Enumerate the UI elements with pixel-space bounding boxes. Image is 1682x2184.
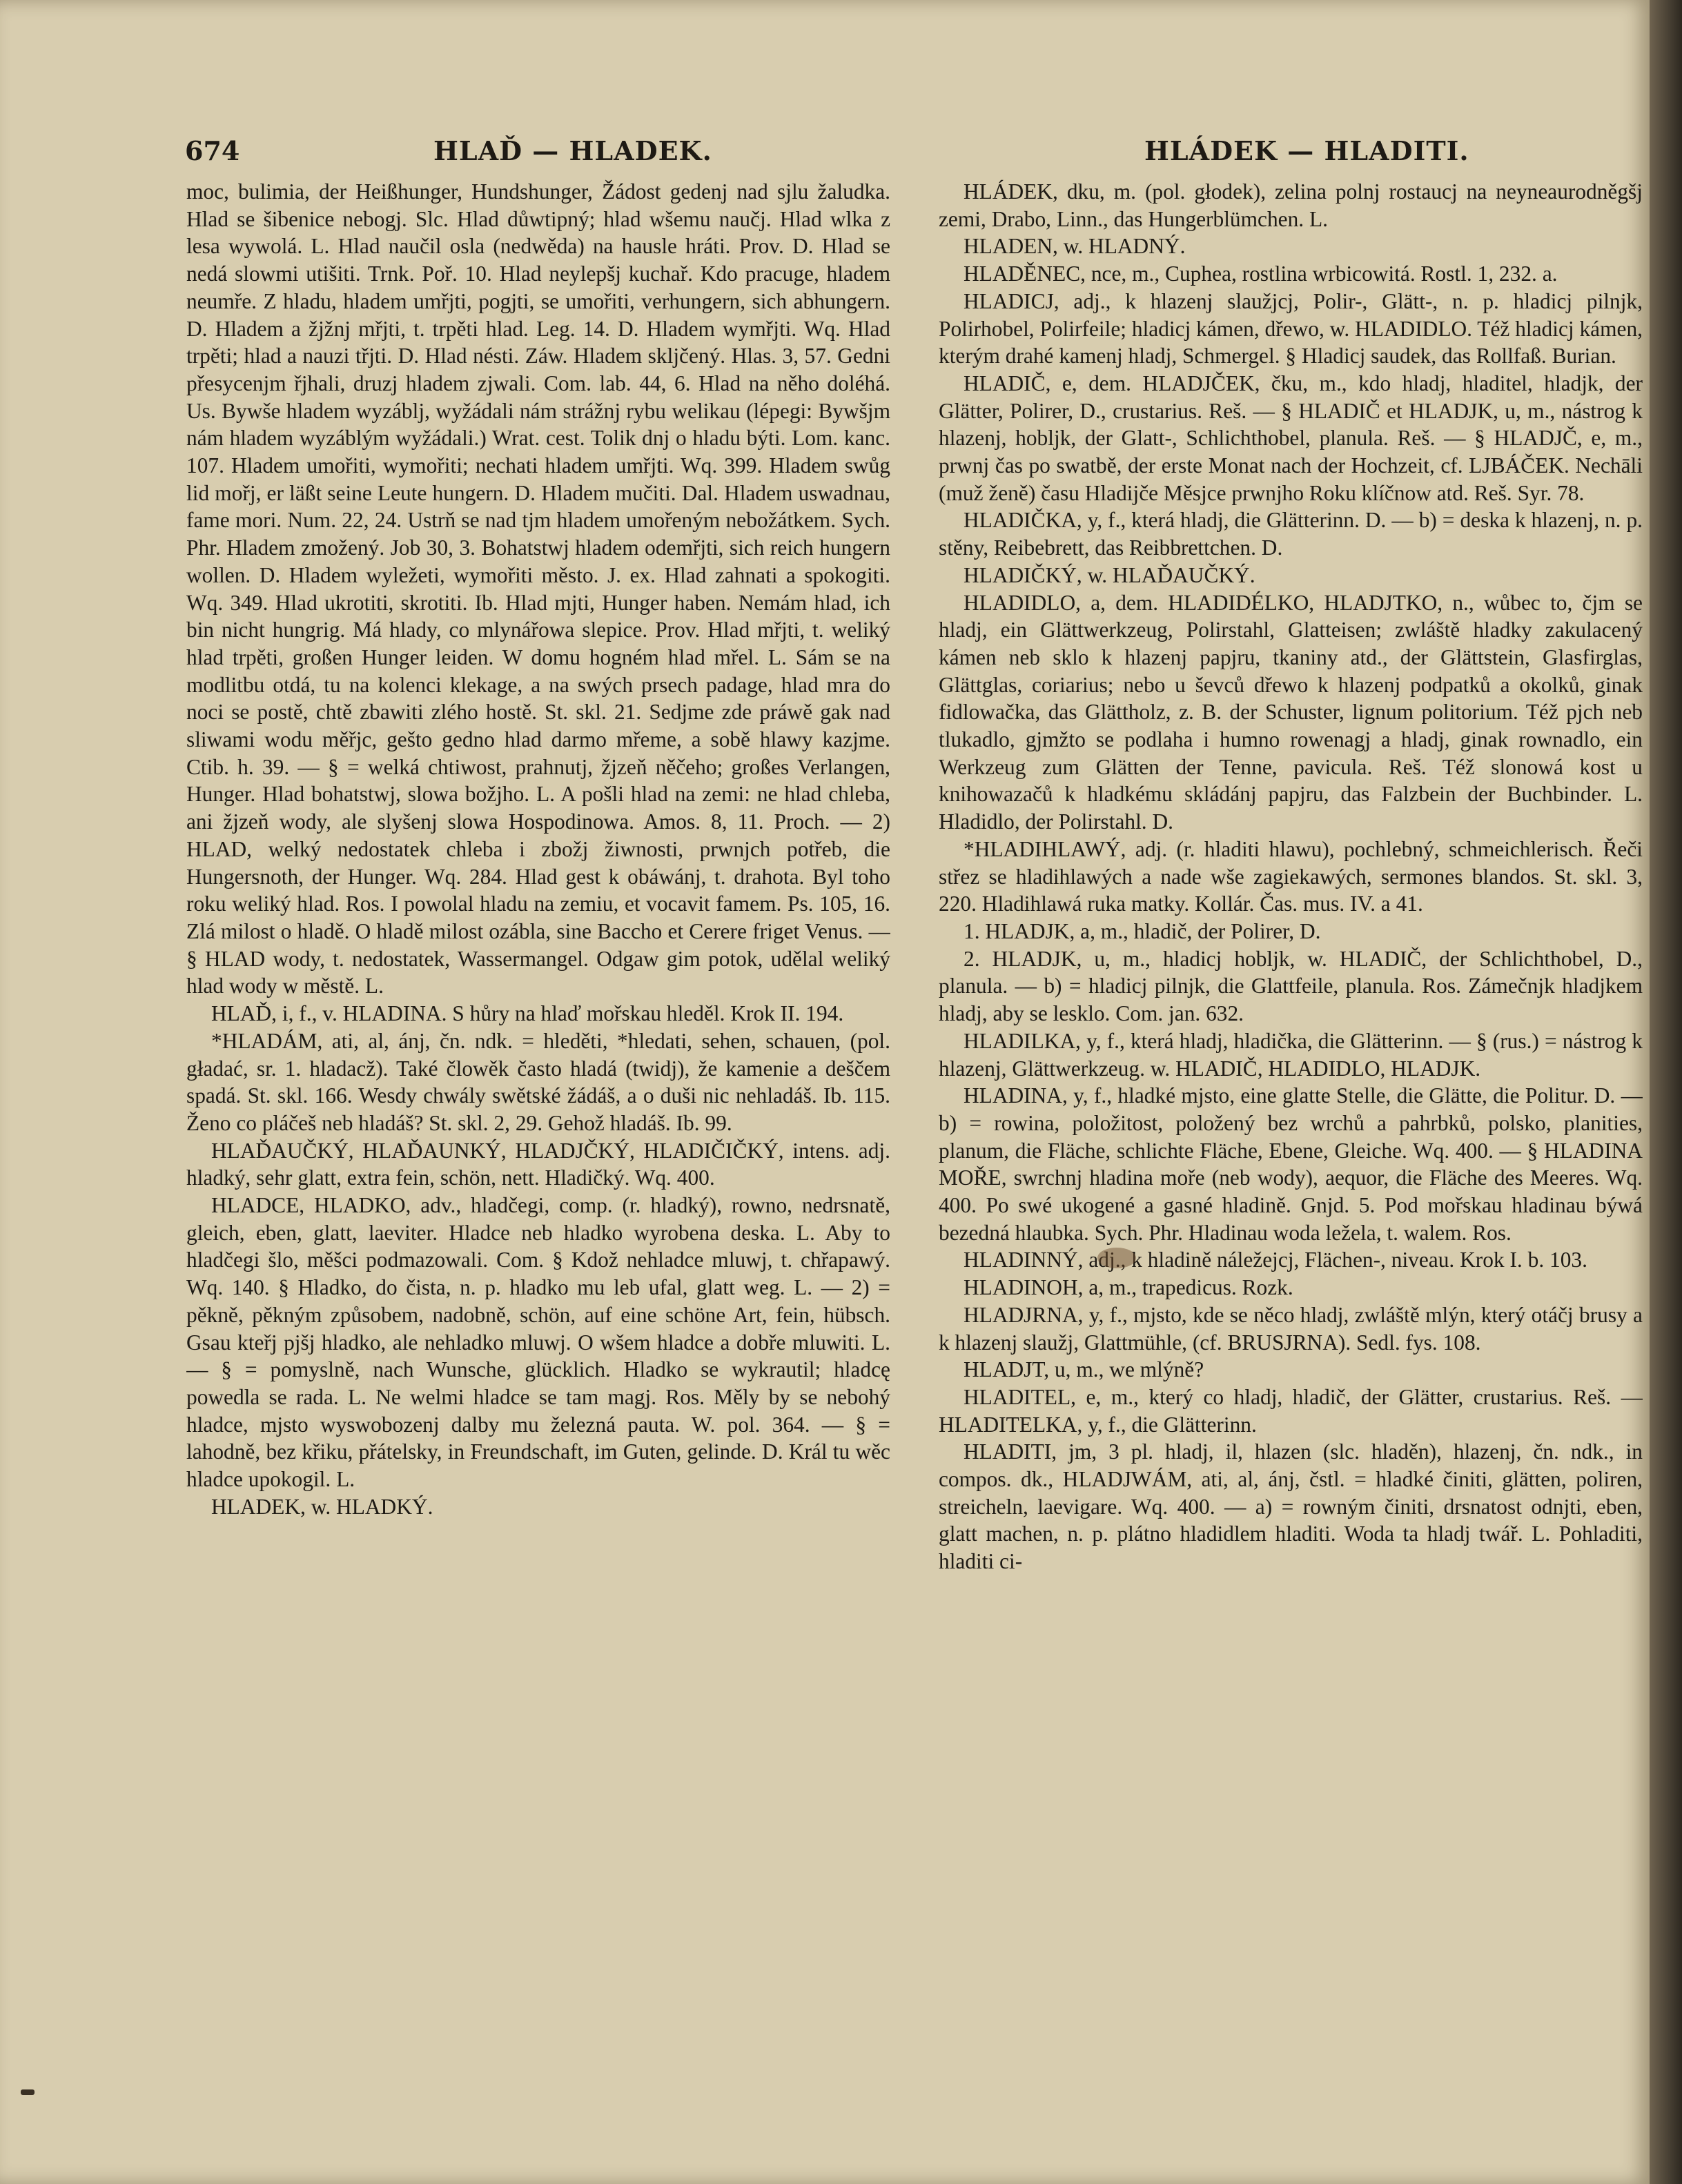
entry-paragraph: HLADIDLO, a, dem. HLADIDÉLKO, HLADJTKO, n., wůbec to, čjm se hladj, ein Glättwerkzeug, Polirstahl, Glatteisen; zwláště hladky zakulacený kámen neb sklo k hlazenj papjru, tkaniny atd., der Glättstein, Glasfirglas, Glättglas, coriarius; nebo u ševců dřewo k hlazenj podpatků a okolků, ginak fidlowačka, das Glättholz, z. B. der Schuster, lignum politorium. Též pjch neb tlukadlo, gjmžto se podlaha i humno rowenagj a hladj, ginak rownadlo, ein Werkzeug zum Glätten der Tenne, pavicula. Reš. Též slonowá kost u knihowazačů k hladkému skládánj papjru, das Falzbein der Buchbinder. L. Hladidlo, der Polirstahl. D.: [939, 590, 1643, 834]
page-number: 674: [185, 135, 240, 166]
entry-paragraph: HLADCE, HLADKO, adv., hladčegi, comp. (r. hladký), rowno, nedrsnatě, gleich, eben, glatt, laeviter. Hladce neb hladko wyrobena deska. L. Aby to hladčegi šlo, měšci podmazowali. Com. § Kdož nehladce mluwj, t. chřapawý. Wq. 140. § Hladko, do čista, n. p. hladko mu leb ufal, glatt weg. L. — 2) = pěkně, pěkným způsobem, nadobně, schön, auf eine schöne Art, fein, hübsch. Gsau kteřj pjšj hladko, ale nehladko mluwj. O wšem hladce a dobře mluwiti. L. — § = pomyslně, nach Wunsche, glücklich. Hladko se wykrautil; hladcę powedla se rada. L. Ne welmi hladce se tam magj. Ros. Měly by se nebohý hladce, mjsto wyswobozenj dalby mu železná pauta. W. pol. 364. — § = lahodně, bez křiku, přátelsky, in Freundschaft, im Guten, gelinde. D. Král tu wěc hladce upokogil. L.: [186, 1193, 890, 1492]
entry-paragraph: HLADICJ, adj., k hlazenj slaužjcj, Polir-, Glätt-, n. p. hladicj pilnjk, Polirhobel, Polirfeile; hladicj kámen, dřewo, w. HLADIDLO. Též hladicj kámen, kterým drahé kamenj hladj, Schmergel. § Hladicj saudek, das Rollfaß. Burian.: [939, 288, 1643, 368]
right-column: [939, 178, 1643, 1958]
entry-paragraph: 1. HLADJK, a, m., hladič, der Polirer, D.: [964, 918, 1321, 943]
entry-paragraph: HLADIČ, e, dem. HLADJČEK, čku, m., kdo hladj, hladitel, hladjk, der Glätter, Polirer, D., crustarius. Reš. — § HLADIČ et HLADJK, u, m., nástrog k hlazenj, hobljk, der Glatt-, Schlichthobel, planula. Reš. — § HLADJČ, e, m., prwnj čas po swatbě, der erste Monat nach der Hochzeit, cf. LJBÁČEK. Nechāli (muž ženě) času Hladijče Měsjce prwnjho Roku klíčnow atd. Reš. Syr. 78.: [939, 371, 1643, 505]
entry-paragraph: HLADILKA, y, f., která hladj, hladička, die Glätterinn. — § (rus.) = nástrog k hlazenj, Glättwerkzeug. w. HLADIČ, HLADIDLO, HLADJK.: [939, 1028, 1643, 1081]
left-column: [186, 178, 890, 1958]
margin-mark: [21, 2089, 35, 2095]
entry-paragraph: HLADITI, jm, 3 pl. hladj, il, hlazen (slc. hladěn), hlazenj, čn. ndk., in compos. dk., HLADJWÁM, ati, al, ánj, čstl. = hladké činiti, glätten, poliren, streicheln, laevigare. Wq. 400. — a) = rowným činiti, drsnatost odnjti, eben, glatt machen, n. p. plátno hladidlem hladiti. Woda ta hladj twář. L. Pohladiti, hladiti ci-: [939, 1439, 1643, 1574]
entry-paragraph: HLADĚNEC, nce, m., Cuphea, rostlina wrbicowitá. Rostl. 1, 232. a.: [964, 262, 1558, 286]
entry-paragraph: HLADEN, w. HLADNÝ.: [964, 234, 1186, 259]
ink-smudge: [1097, 1248, 1136, 1268]
entry-paragraph: HLADINA, y, f., hladké mjsto, eine glatte Stelle, die Glätte, die Politur. D. — b) = rowina, položitost, položený bez wrchů a pahrbků, polsko, planities, planum, die Fläche, schlichte Fläche, Ebene, Gleiche. Wq. 400. — § HLADINA MOŘE, swrchnj hladina moře (neb wody), aequor, die Fläche des Meeres. Wq. 400. Po swé ukogené a gasné hladině. Gnjd. 5. Pod mořskau hladinau býwá bezedná hlaubka. Sych. Phr. Hladinau woda ležela, t. walem. Ros.: [939, 1083, 1643, 1245]
entry-paragraph: *HLADÁM, ati, al, ánj, čn. ndk. = hleděti, *hledati, sehen, schauen, (pol. gładać, sr. 1. hladacž). Také člowěk často hladá (twidj), že kamenie a deščem spadá. St. skl. 166. Wesdy chwály swětské žádáš, a o duši nic nehladáš. Ib. 115. Ženo co pláčeš neb hladáš? St. skl. 2, 29. Gehož hladáš. Ib. 99.: [186, 1028, 890, 1135]
left-running-head: HLAĎ — HLADEK.: [433, 135, 712, 166]
entry-paragraph: 2. HLADJK, u, m., hladicj hobljk, w. HLADIČ, der Schlichthobel, D., planula. — b) = hladicj pilnjk, die Glattfeile, planula. Ros. Zámečnjk hladjkem hladj, aby se lesklo. Com. jan. 632.: [939, 946, 1643, 1026]
page-header: [185, 132, 1627, 171]
entry-paragraph: HLADJT, u, m., we mlýně?: [964, 1357, 1204, 1382]
entry-paragraph: HLAĎAUČKÝ, HLAĎAUNKÝ, HLADJČKÝ, HLADIČIČKÝ, intens. adj. hladký, sehr glatt, extra fein, schön, nett. Hladičký. Wq. 400.: [186, 1138, 890, 1190]
entry-paragraph: HLADITEL, e, m., který co hladj, hladič, der Glätter, crustarius. Reš. — HLADITELKA, y, f., die Glätterinn.: [939, 1384, 1643, 1437]
entry-paragraph: HLADINOH, a, m., trapedicus. Rozk.: [964, 1275, 1293, 1300]
entry-paragraph: HLAĎ, i, f., v. HLADINA. S hůry na hlaď mořskau hleděl. Krok II. 194.: [211, 1001, 844, 1026]
entry-paragraph: HLÁDEK, dku, m. (pol. głodek), zelina polnj rostaucj na neyneaurodněgšj zemi, Drabo, Linn., das Hungerblümchen. L.: [939, 179, 1643, 231]
right-running-head: HLÁDEK — HLADITI.: [1144, 135, 1469, 166]
book-spine-edge: [1650, 0, 1682, 2184]
entry-paragraph: *HLADIHLAWÝ, adj. (r. hladiti hlawu), pochlebný, schmeichlerisch. Řeči střez se hladihlawých a nade wše zagiekawých, sermones blandos. St. skl. 3, 220. Hladihlawá ruka matky. Kollár. Čas. mus. IV. a 41.: [939, 836, 1643, 916]
entry-paragraph: HLADEK, w. HLADKÝ.: [211, 1494, 433, 1519]
entry-paragraph: HLADIČKA, y, f., která hladj, die Glätterinn. D. — b) = deska k hlazenj, n. p. stěny, Reibebrett, das Reibbrettchen. D.: [939, 508, 1643, 560]
entry-paragraph: HLADIČKÝ, w. HLAĎAUČKÝ.: [964, 562, 1255, 587]
entry-paragraph: HLADINNÝ, adj., k hladině náležejcj, Flächen-, niveau. Krok I. b. 103.: [964, 1248, 1587, 1272]
entry-paragraph: moc, bulimia, der Heißhunger, Hundshunger, Žádost gedenj nad sjlu žaludka. Hlad se šibenice nebogj. Slc. Hlad důwtipný; hlad wšemu naučj. Hlad wlka z lesa wywolá. L. Hlad naučil osla (nedwěda) na hausle hráti. Prov. D. Hlad se nedá slowmi utišiti. Trnk. Poř. 10. Hlad neylepšj kuchař. Kdo pracuge, hladem neumře. Z hladu, hladem umřjti, pogjti, se umořiti, verhungern, sich abhungern. D. Hladem a žjžnj mřjti, t. trpěti hlad. Leg. 14. D. Hladem wymřjti. Wq. Hlad trpěti; hlad a nauzi třjti. D. Hlad nésti. Záw. Hladem skljčený. Hlas. 3, 57. Gedni přesycenjm řjhali, druzj hladem zjwali. Com. lab. 44, 6. Hlad na něho doléhá. Us. Bywše hladem wyzáblj, wyžádali nám strážnj rybu welikau (lépegi: Bywšjm nám hladem wyzáblým wyžádali.) Wrat. cest. Tolik dnj o hladu býti. Lom. kanc. 107. Hladem umořiti, wymořiti; nechati hladem umřjti. Wq. 399. Hladem swůg lid mořj, er läßt seine Leute hungern. D. Hladem mučiti. Dal. Hladem uswadnau, fame mori. Num. 22, 24. Ustrň se nad tjm hladem umořeným nebožátkem. Sych. Phr. Hladem zmožený. Job 30, 3. Bohatstwj hladem odemřjti, sich reich hungern wollen. D. Hladem wyležeti, wymořiti město. J. ex. Hlad zahnati a spokogiti. Wq. 349. Hlad ukrotiti, skrotiti. Ib. Hlad mjti, Hunger haben. Nemám hlad, ich bin nicht hungrig. Má hlady, co mlynářowa slepice. Prov. Hlad mřjti, t. weliký hlad trpěti, großen Hunger leiden. W domu hogném hlad mřel. L. Sám se na modlitbu otdá, tu na kolenci klekage, a na swých prsech padage, hlad mra do noci se postě, chtě zbawiti zlého hostě. St. skl. 21. Sedjme zde práwě gak nad sliwami wodu měřjc, gešto gedno hlad darmo mřeme, a sobě hlawy kazjme. Ctib. h. 39. — § = welká chtiwost, prahnutj, žjzeň něčeho; großes Verlangen, Hunger. Hlad bohatstwj, slowa božjho. L. A pošli hlad na zemi: ne hlad chleba, ani žjzeň wody, ale slyšenj slowa Hospodinowa. Amos. 8, 11. Proch. — 2) HLAD, welký nedostatek chleba i zbožj žiwnosti, prwnjch potřeb, die Hungersnoth, der Hunger. Wq. 284. Hlad gest k obáwánj, t. drahota. Byl toho roku weliký hlad. Ros. I powolal hladu na zemiu, et vocavit famem. Ps. 105, 16. Zlá milost o hladě. O hladě milost ozábla, sine Baccho et Cerere friget Venus. — § HLAD wody, t. nedostatek, Wassermangel. Odgaw gim potok, udělal weliký hlad wody w městě. L.: [186, 179, 890, 998]
entry-paragraph: HLADJRNA, y, f., mjsto, kde se něco hladj, zwláště mlýn, který otáčj brusy a k hlazenj slaužj, Glattmühle, (cf. BRUSJRNA). Sedl. fys. 108.: [939, 1302, 1643, 1355]
